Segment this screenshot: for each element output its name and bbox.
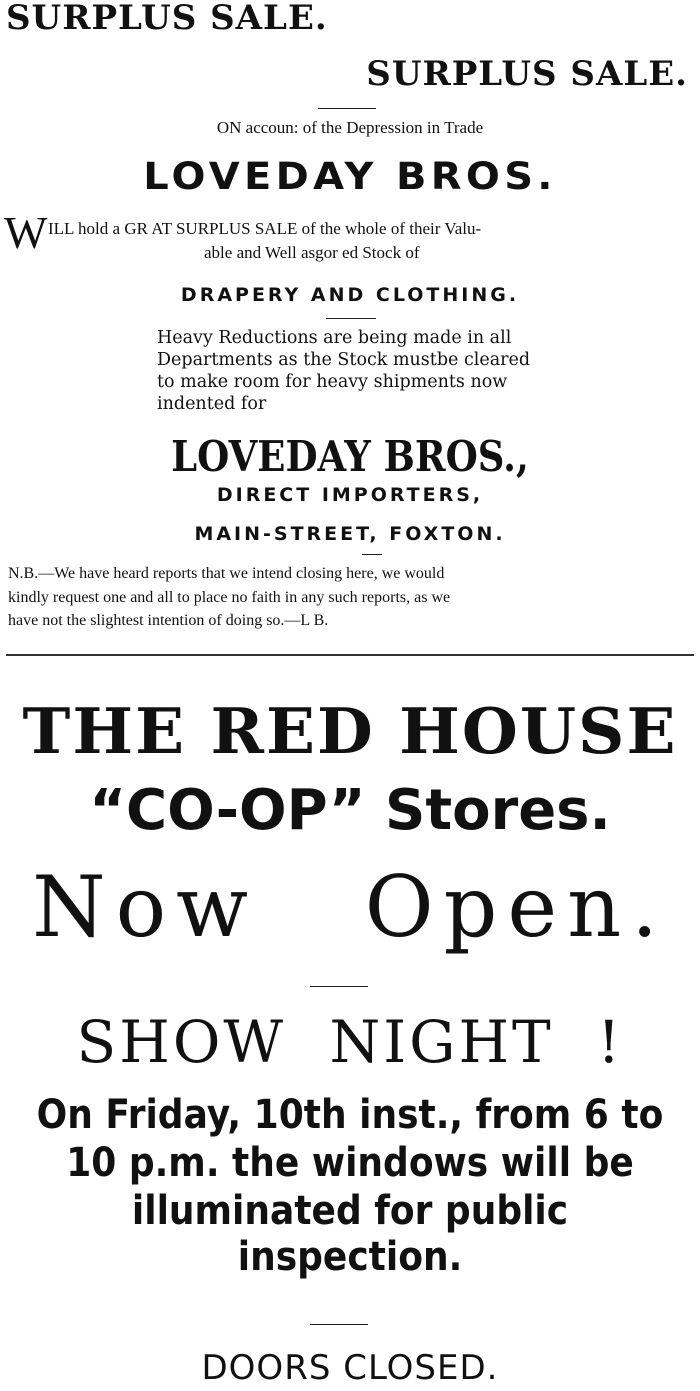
store-name-subheadline: “CO-OP” Stores. (89, 778, 611, 843)
divider (310, 1324, 368, 1325)
reductions-text-line: to make room for heavy shipments now (157, 372, 508, 392)
notice-text-line: kindly request one and all to place no faith in any such reports, as we (8, 589, 451, 606)
drop-cap: W (4, 207, 48, 258)
ad-headline-2: SURPLUS SALE. (366, 54, 688, 94)
reductions-text-line: Heavy Reductions are being made in all (157, 328, 512, 348)
ad-subtitle: ON accoun: of the Depression in Trade (216, 118, 484, 137)
divider (326, 318, 376, 319)
column-divider (6, 654, 694, 656)
reductions-text-line: Departments as the Stock mustbe cleared (157, 350, 531, 370)
divider (318, 108, 376, 109)
firm-name-signature: LOVEDAY BROS., (171, 432, 529, 481)
event-text-line: 10 p.m. the windows will be (66, 1140, 634, 1186)
notice-text-line: have not the slightest intention of doing so.—L B. (8, 612, 329, 629)
divider (310, 986, 368, 987)
importers-line: DIRECT IMPORTERS, (216, 484, 484, 506)
body-text-line: able and Well asgor ed Stock of (204, 243, 420, 262)
divider (362, 554, 382, 555)
body-text-line: ILL hold a GR AT SURPLUS SALE of the whole of their Valu- (48, 219, 482, 238)
open-announcement: Now Open. (32, 858, 668, 956)
address-line: MAIN-STREET, FOXTON. (194, 523, 506, 545)
ad-headline-1: SURPLUS SALE. (6, 0, 328, 38)
notice-text-line: N.B.—We have heard reports that we intend closing here, we would (8, 565, 445, 582)
reductions-text-line: indented for (157, 394, 267, 414)
show-night-heading: SHOW NIGHT ! (76, 1008, 624, 1076)
departments-heading: DRAPERY AND CLOTHING. (180, 284, 520, 306)
store-name-headline: THE RED HOUSE (22, 694, 678, 768)
doors-closed-notice: DOORS CLOSED. (201, 1348, 499, 1388)
firm-name: LOVEDAY BROS. (143, 155, 557, 198)
event-text-line: inspection. (237, 1234, 463, 1280)
event-text-line: On Friday, 10th inst., from 6 to (36, 1092, 664, 1138)
event-text-line: illuminated for public (131, 1188, 569, 1234)
